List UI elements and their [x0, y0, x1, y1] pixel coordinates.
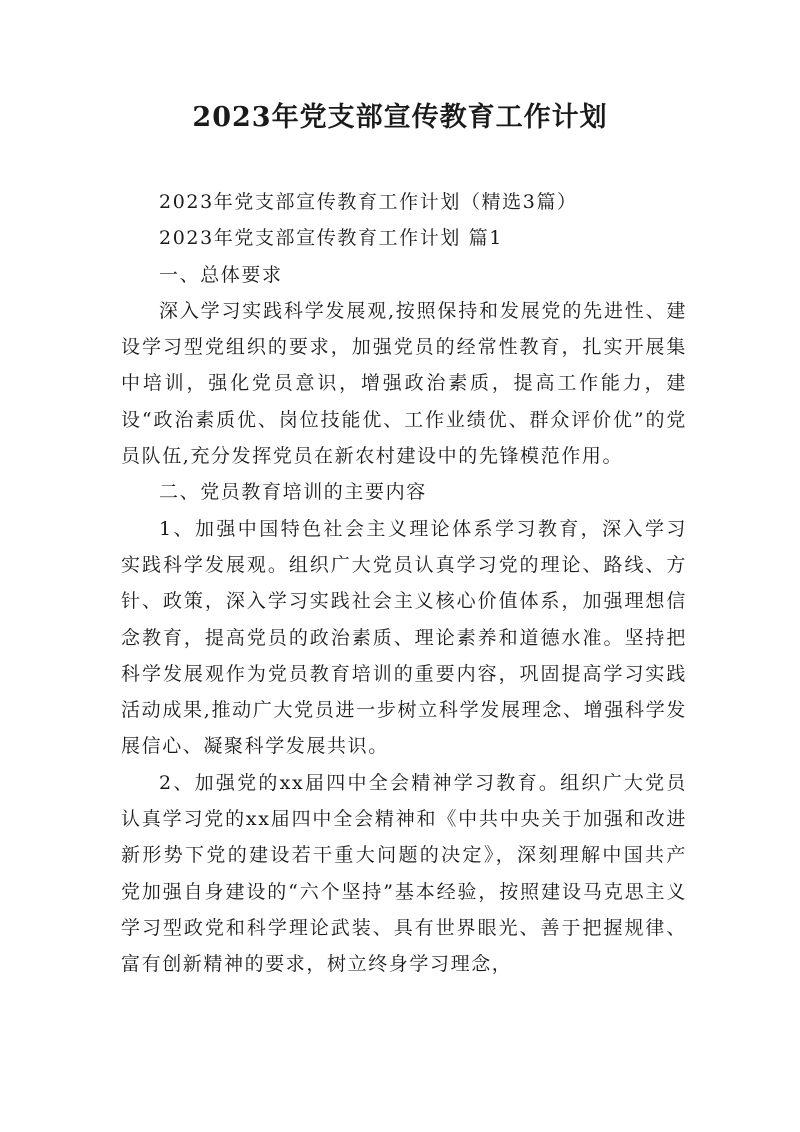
- document-title: 2023年党支部宣传教育工作计划: [192, 102, 608, 133]
- paragraph-general-requirements: 深入学习实践科学发展观,按照保持和发展党的先进性、建设学习型党组织的要求，加强党员的经常性教育，扎实开展集中培训，强化党员意识，增强政治素质，提高工作能力，建设“政治素质优、岗位技能优、工作业绩优、群众评价优”的党员队伍,充分发挥党员在新农村建设中的先锋模范作用。: [121, 299, 687, 468]
- section-heading-general-requirements: 一、总体要求: [159, 263, 283, 286]
- paragraph-item-2: 2、加强党的xx届四中全会精神学习教育。组织广大党员认真学习党的xx届四中全会精神和《中共中央关于加强和改进新形势下党的建设若干重大问题的决定》，深刻理解中国共产党加强自身建设的“六个坚持”基本经验，按照建设马克思主义学习型政党和科学理论武装、具有世界眼光、善于把握规律、富有创新精神的要求，树立终身学习理念，: [121, 771, 687, 976]
- subtitle-collection: 2023年党支部宣传教育工作计划（精选3篇）: [159, 191, 578, 213]
- paragraph-item-1: 1、加强中国特色社会主义理论体系学习教育，深入学习实践科学发展观。组织广大党员认真学习党的理论、路线、方针、政策，深入学习实践社会主义核心价值体系，加强理想信念教育，提高党员的政治素质、理论素养和道德水准。坚持把科学发展观作为党员教育培训的重要内容，巩固提高学习实践活动成果,推动广大党员进一步树立科学发展理念、增强科学发展信心、凝聚科学发展共识。: [121, 517, 687, 758]
- subtitle-part-1: 2023年党支部宣传教育工作计划 篇1: [159, 227, 503, 250]
- document-body: [121, 184, 687, 983]
- section-heading-training-content: 二、党员教育培训的主要内容: [159, 481, 427, 504]
